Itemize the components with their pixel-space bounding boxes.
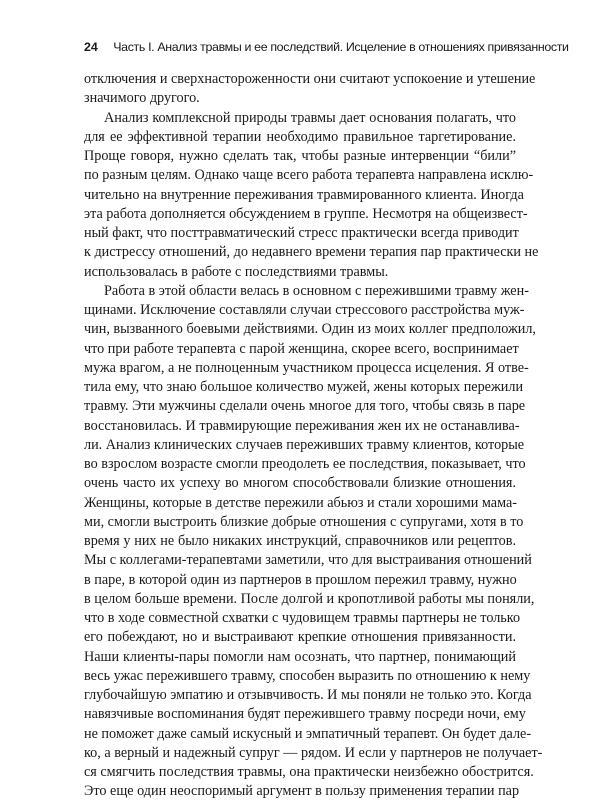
text-line: очень часто их успеху во многом способствовали близкие отношения. xyxy=(84,475,516,492)
text-line: ся смягчить последствия травмы, она практически неизбежно обострится. xyxy=(84,764,534,780)
text-line: его побеждают, но и выстраивают крепкие отношения привязанности. xyxy=(84,629,516,646)
text-line: глубочайшую эмпатию и отзывчивость. И мы поняли не только это. Когда xyxy=(84,687,532,703)
page-number: 24 xyxy=(84,40,98,54)
text-line: Анализ комплексной природы травмы дает основания полагать, что xyxy=(104,109,516,126)
text-line: ми, смогли выстроить близкие добрые отношения с супругами, хотя в то xyxy=(84,513,524,530)
body-text xyxy=(84,70,543,802)
text-line: по разным целям. Однако чаще всего работа терапевта направлена исклю- xyxy=(84,167,534,184)
text-line: весь ужас пережившего травму, способен выразить по отношению к нему xyxy=(84,667,531,684)
text-line: отключения и сверхнастороженности они считают успокоение и утешение xyxy=(84,71,536,87)
text-line: эта работа дополняется обсуждением в группе. Несмотря на общеизвест- xyxy=(84,205,528,222)
text-line: что в ходе совместной схватки с чудовищем травмы партнеры не только xyxy=(84,610,521,626)
text-line: Наши клиенты-пары помогли нам осознать, что партнер, понимающий xyxy=(84,648,516,665)
text-line: чин, вызванного боевыми действиями. Один из моих коллег предположил, xyxy=(84,321,536,338)
text-line: Проще говоря, нужно сделать так, чтобы разные интервенции “били” xyxy=(84,148,516,164)
text-line: значимого другого. xyxy=(84,90,200,107)
running-header xyxy=(84,38,569,56)
text-line: не поможет даже самый искусный и эмпатичный терапевт. Он будет дале- xyxy=(84,725,532,742)
text-line: Женщины, которые в детстве пережили абьюз и стали хорошими мама- xyxy=(84,494,517,511)
text-line: ли. Анализ клинических случаев переживших травму клиентов, которые xyxy=(84,436,525,453)
text-line: ный факт, что посттравматический стресс практически всегда приводит xyxy=(84,225,519,241)
text-line: ко, а верный и надежный супруг — рядом. И если у партнеров не получает- xyxy=(84,744,543,761)
chapter-title: Часть I. Анализ травмы и ее последствий. Исцеление в отношениях привязанности xyxy=(113,40,569,54)
text-line: травму. Эти мужчины сделали очень многое для того, чтобы связь в паре xyxy=(84,398,526,415)
text-line: Работа в этой области велась в основном с пережившими травму жен- xyxy=(104,282,529,299)
paragraph xyxy=(84,109,539,282)
text-line: Мы с коллегами-терапевтами заметили, что для выстраивания отношений xyxy=(84,552,532,569)
paragraph xyxy=(84,282,543,802)
text-line: Это еще один неоспоримый аргумент в пользу применения терапии пар xyxy=(84,783,520,800)
text-line: что при работе терапевта с парой женщина, скорее всего, воспринимает xyxy=(84,340,519,357)
text-line: мужа врагом, а не полноценным участником процесса исцеления. Я отве- xyxy=(84,359,529,376)
text-line: тила ему, что знаю большое количество мужей, жены которых пережили xyxy=(84,379,524,395)
text-line: к дистрессу отношений, до недавнего времени терапия пар практически не xyxy=(84,244,539,261)
text-line: для ее эффективной терапии необходимо правильное таргетирование. xyxy=(84,128,516,145)
text-line: щинами. Исключение составляли случаи стрессового расстройства муж- xyxy=(84,302,525,318)
text-line: навязчивые воспоминания будят пережившего травму посреди ночи, ему xyxy=(84,706,526,723)
text-line: в целом больше времени. После долгой и кропотливой работы мы поняли, xyxy=(84,590,535,607)
text-line: во взрослом возрасте смогли преодолеть ее последствия, показывает, что xyxy=(84,456,526,472)
text-line: использовалась в работе с последствиями травмы. xyxy=(84,263,389,280)
text-line: восстановилась. И травмирующие переживания жен их не останавлива- xyxy=(84,417,520,434)
text-line: время у них не было никаких инструкций, справочников или рецептов. xyxy=(84,533,516,549)
text-line: в паре, в которой один из партнеров в прошлом пережил травму, нужно xyxy=(84,571,517,588)
paragraph xyxy=(84,70,536,109)
text-line: чительно на внутренние переживания травмированного клиента. Иногда xyxy=(84,186,524,203)
